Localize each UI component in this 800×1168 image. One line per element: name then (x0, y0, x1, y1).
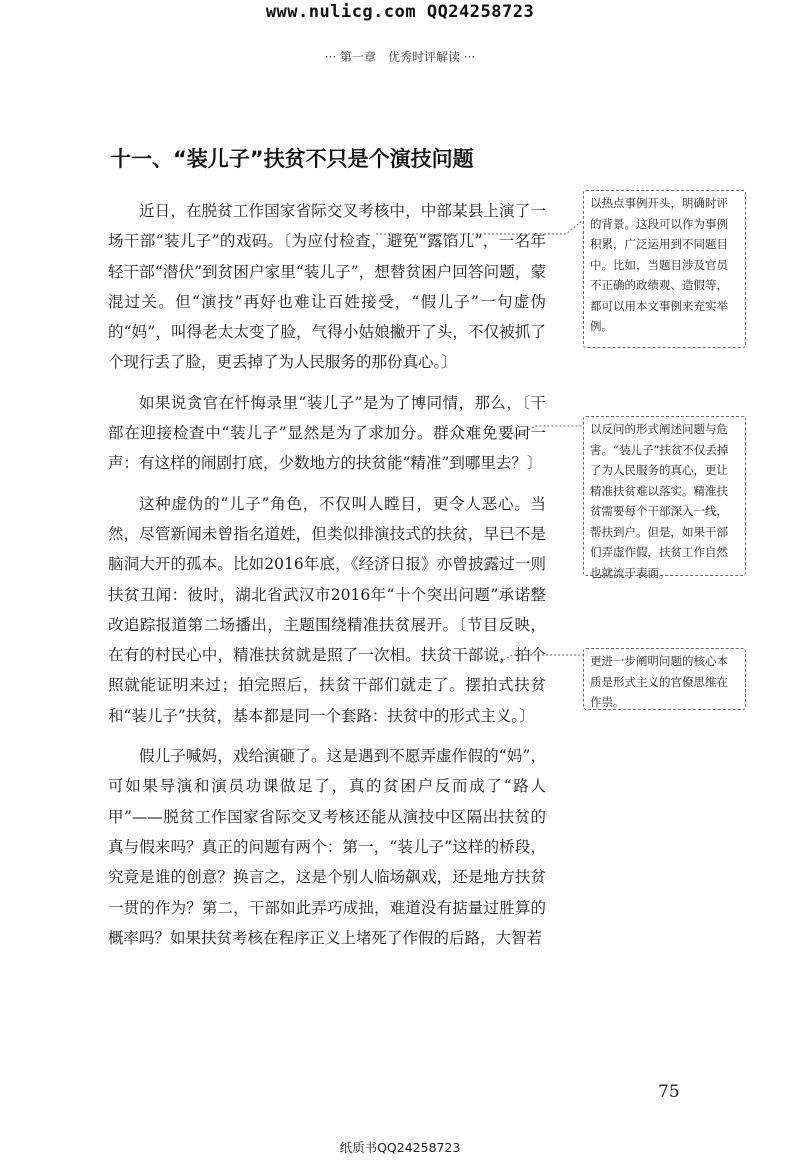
paragraph-3: 这种虚伪的“儿子”角色，不仅叫人瞠目，更令人恶心。当然，尽管新闻未曾指名道姓，但类似排演技式的扶贫，早已不是脑洞大开的孤本。比如2016年底，《经济日报》亦曾披露过一则扶贫丑闻：彼时，湖北省武汉市2016年“十个突出问题”承诺整改追踪报道第二场播出，主题围绕精准扶贫展开。〔节目反映，在有的村民心中，精准扶贫就是照了一次相。扶贫干部说，拍个照就能证明来过；拍完照后，扶贫干部们就走了。摆拍式扶贫和“装儿子”扶贫，基本都是同一个套路：扶贫中的形式主义。〕 (108, 494, 546, 725)
paragraph-2: 如果说贪官在忏悔录里“装儿子”是为了博同情，那么，〔干部在迎接检查中“装儿子”显然是为了求加分。群众难免要问一声：有这样的闹剧打底，少数地方的扶贫能“精准”到哪里去？〕 (108, 393, 546, 473)
paragraph-1: 近日，在脱贫工作国家省际交叉考核中，中部某县上演了一场干部“装儿子”的戏码。〔为应付检查，避免“露馅儿”，一名年轻干部“潜伏”到贫困户家里“装儿子”，想替贫困户回答问题，蒙混过关。但“演技”再好也难让百姓接受，“假儿子”一句虚伪的“妈”，叫得老太太变了脸，气得小姑娘撇开了头，不仅被抓了个现行丢了脸，更丢掉了为人民服务的那份真心。〕 (108, 202, 546, 372)
margin-note-1: 以热点事例开头，明确时评的背景。这段可以作为事例积累，广泛运用到不同题目中。比如，当题目涉及官员不正确的政绩观、造假等，都可以用本文事例来充实举例。 (583, 190, 746, 348)
margin-note-3: 更进一步阐明问题的核心本质是形式主义的官僚思维在作祟。 (583, 648, 746, 710)
section-title: 十一、“装儿子”扶贫不只是个演技问题 (110, 147, 474, 171)
running-header: ··· 第一章 优秀时评解读 ··· (324, 50, 476, 64)
article-body (108, 196, 546, 963)
margin-note-2: 以反问的形式阐述问题与危害。“装儿子”扶贫不仅丢掉了为人民服务的真心，更让精准扶贫难以落实。精准扶贫需要每个干部深入一线，帮扶到户。但是，如果干部们弄虚作假，扶贫工作自然也就流于表面。 (583, 416, 746, 576)
paragraph-4: 假儿子喊妈，戏给演砸了。这是遇到不愿弄虚作假的“妈”，可如果导演和演员功课做足了，真的贫困户反而成了“路人甲”——脱贫工作国家省际交叉考核还能从演技中区隔出扶贫的真与假来吗？真正的问题有两个：第一，“装儿子”这样的桥段，究竟是谁的创意？换言之，这是个别人临场飙戏，还是地方扶贫一贯的作为？第二，干部如此弄巧成拙，难道没有掂量过胜算的概率吗？如果扶贫考核在程序正义上堵死了作假的后路，大智若 (108, 747, 546, 947)
bottom-watermark: 纸质书QQ24258723 (339, 1140, 461, 1155)
top-watermark: www.nulicg.com QQ24258723 (265, 2, 535, 22)
page-number: 75 (658, 1082, 680, 1102)
